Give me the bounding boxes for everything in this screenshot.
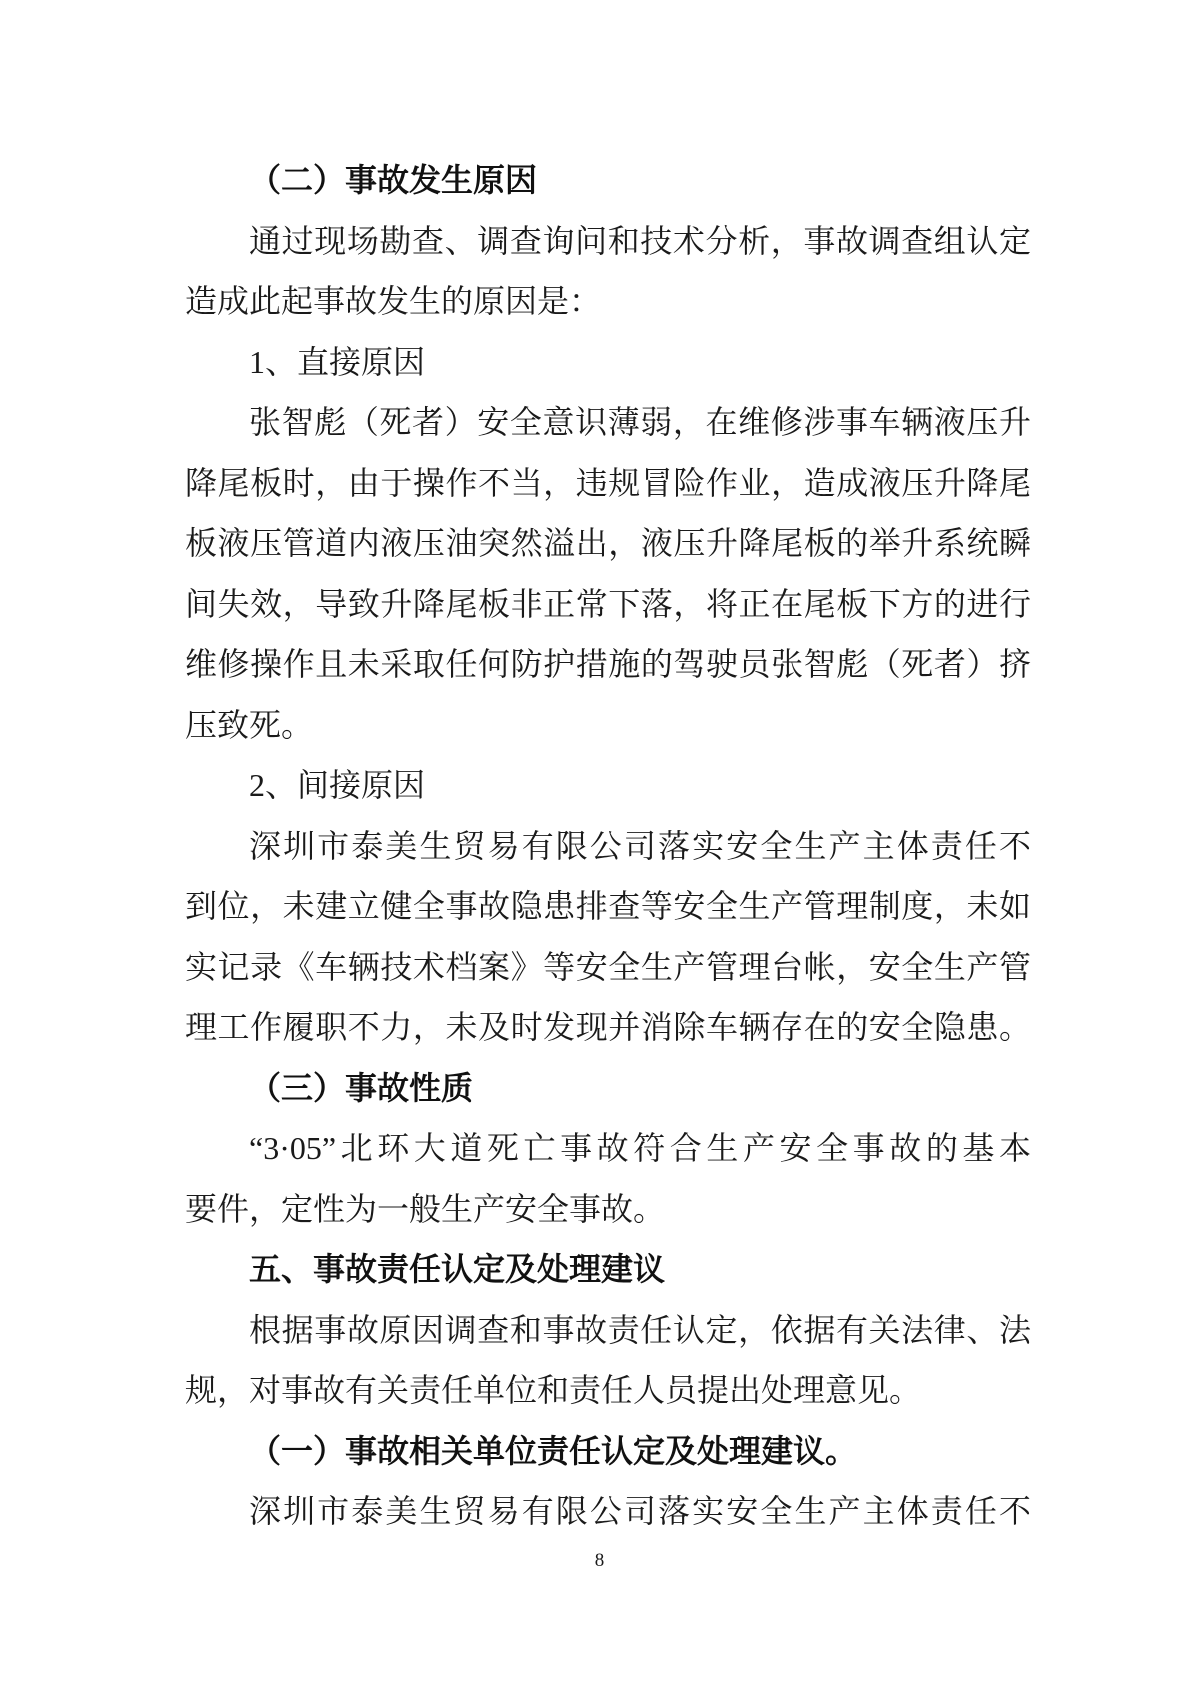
heading-line: （一）事故相关单位责任认定及处理建议。 <box>249 1432 858 1469</box>
heading-line: 五、事故责任认定及处理建议 <box>249 1251 666 1287</box>
text-line: 板液压管道内液压油突然溢出，液压升降尾板的举升系统瞬 <box>185 525 1031 561</box>
text-line: 造成此起事故发生的原因是： <box>185 283 602 319</box>
text-line: 1、直接原因 <box>249 343 426 380</box>
text-line: “3·05”北环大道死亡事故符合生产安全事故的基本 <box>249 1130 1031 1166</box>
text-line: 理工作履职不力，未及时发现并消除车辆存在的安全隐患。 <box>185 1009 1031 1045</box>
text-line: 深圳市泰美生贸易有限公司落实安全生产主体责任不 <box>249 827 1031 864</box>
document-body <box>185 150 1031 1542</box>
text-line: 降尾板时，由于操作不当，违规冒险作业，造成液压升降尾 <box>185 464 1031 501</box>
heading-line: （三）事故性质 <box>249 1069 474 1106</box>
page-number: 8 <box>594 1550 605 1571</box>
text-line: 到位，未建立健全事故隐患排查等安全生产管理制度，未如 <box>185 888 1031 924</box>
text-line: 维修操作且未采取任何防护措施的驾驶员张智彪（死者）挤 <box>185 646 1031 682</box>
text-line: 规，对事故有关责任单位和责任人员提出处理意见。 <box>185 1372 922 1408</box>
text-line: 根据事故原因调查和事故责任认定，依据有关法律、法 <box>249 1311 1031 1348</box>
text-line: 2、间接原因 <box>249 767 426 803</box>
text-line: 要件，定性为一般生产安全事故。 <box>185 1190 666 1227</box>
text-line: 实记录《车辆技术档案》等安全生产管理台帐，安全生产管 <box>185 948 1031 985</box>
text-line: 压致死。 <box>185 706 314 743</box>
text-line: 深圳市泰美生贸易有限公司落实安全生产主体责任不 <box>249 1493 1031 1529</box>
text-line: 间失效，导致升降尾板非正常下落，将正在尾板下方的进行 <box>185 585 1031 622</box>
text-line: 通过现场勘查、调查询问和技术分析，事故调查组认定 <box>249 222 1031 259</box>
heading-line: （二）事故发生原因 <box>249 162 538 198</box>
text-line: 张智彪（死者）安全意识薄弱，在维修涉事车辆液压升 <box>249 404 1031 440</box>
